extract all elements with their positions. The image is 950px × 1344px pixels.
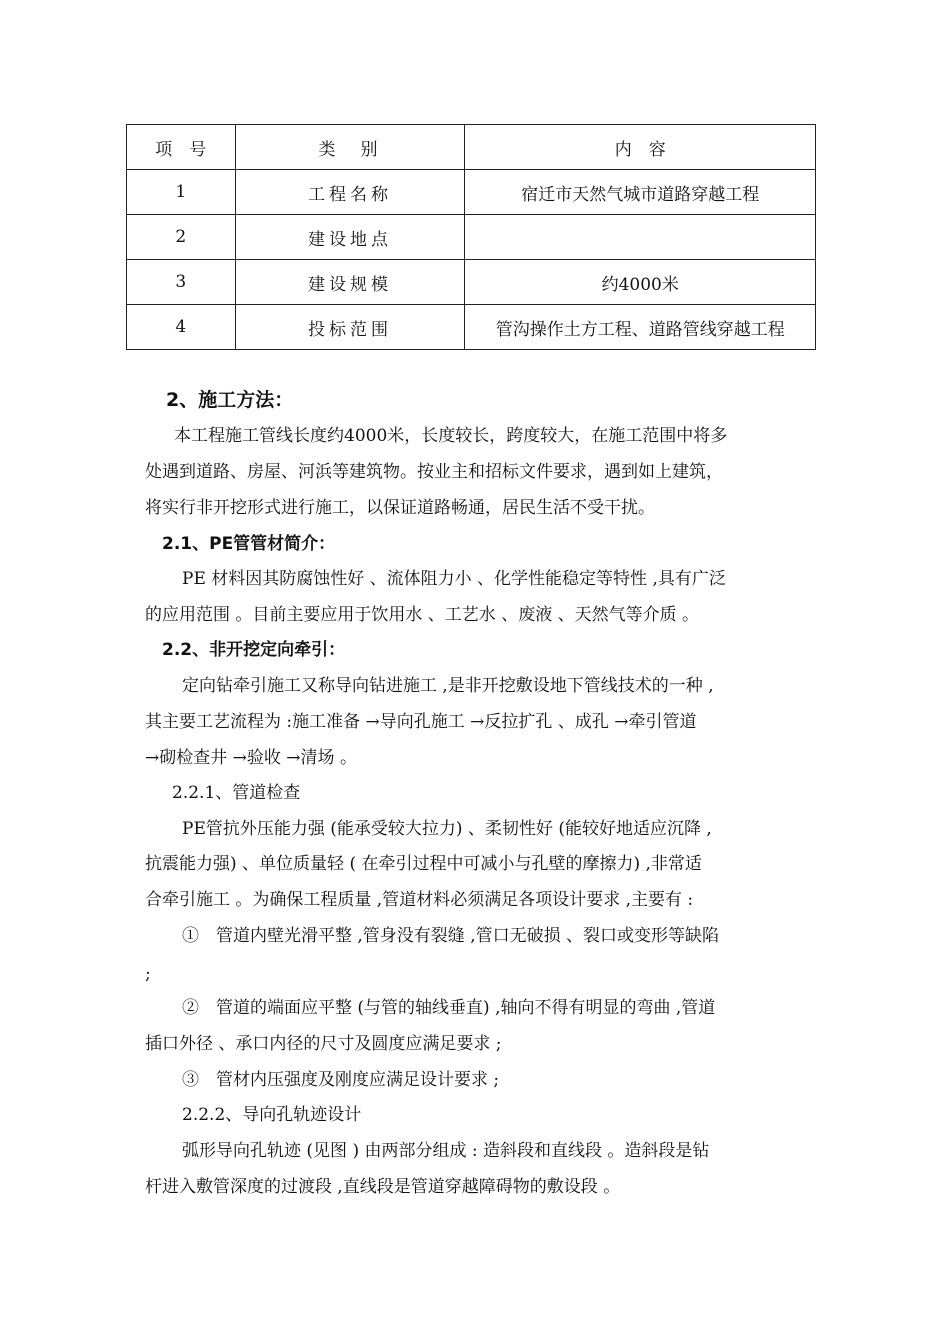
row-category: 投标范围 (235, 305, 465, 350)
paragraph-line: 的应用范围 。目前主要应用于饮用水 、工艺水 、废液 、天然气等介质 。 (145, 605, 700, 625)
header-no: 项 号 (127, 125, 236, 170)
paragraph-line: →砌检查井 →验收 →清场 。 (145, 748, 357, 768)
section-2-2-2-heading: 2.2.2、导向孔轨迹设计 (182, 1105, 362, 1125)
table-row (127, 215, 816, 260)
row-no: 1 (127, 170, 236, 215)
header-category: 类 别 (235, 125, 465, 170)
paragraph-line: 弧形导向孔轨迹 (见图 ) 由两部分组成 : 造斜段和直线段 。造斜段是钻 (182, 1141, 710, 1161)
row-no: 3 (127, 260, 236, 305)
list-item-continuation: ; (145, 964, 151, 984)
row-category: 工程名称 (235, 170, 465, 215)
paragraph-line: PE管抗外压能力强 (能承受较大拉力) 、柔韧性好 (能较好地适应沉降 , (182, 819, 712, 839)
table-header-row (127, 125, 816, 170)
paragraph-line: 合牵引施工 。为确保工程质量 ,管道材料必须满足各项设计要求 ,主要有 : (145, 890, 694, 910)
row-content: 管沟操作土方工程、道路管线穿越工程 (465, 305, 816, 350)
paragraph-line: 将实行非开挖形式进行施工，以保证道路畅通，居民生活不受干扰。 (145, 498, 655, 518)
paragraph-line: 杆进入敷管深度的过渡段 ,直线段是管道穿越障碍物的敷设段 。 (145, 1177, 621, 1197)
project-info-table (126, 124, 816, 350)
section-2-1-heading: 2.1、PE管管材简介： (162, 534, 336, 554)
section-2-heading: 2、施工方法： (166, 389, 294, 411)
table-row (127, 260, 816, 305)
header-content: 内 容 (465, 125, 816, 170)
list-item-continuation: 插口外径 、承口内径的尺寸及圆度应满足要求 ; (145, 1034, 502, 1054)
table-row (127, 305, 816, 350)
paragraph-line: PE 材料因其防腐蚀性好 、流体阻力小 、化学性能稳定等特性 ,具有广泛 (182, 569, 726, 589)
paragraph-line: 定向钻牵引施工又称导向钻进施工 ,是非开挖敷设地下管线技术的一种 , (182, 676, 714, 696)
list-item: ① 管道内壁光滑平整 ,管身没有裂缝 ,管口无破损 、裂口或变形等缺陷 (182, 926, 720, 946)
table-row (127, 170, 816, 215)
row-category: 建设地点 (235, 215, 465, 260)
row-category: 建设规模 (235, 260, 465, 305)
section-2-2-1-heading: 2.2.1、管道检查 (172, 783, 301, 803)
paragraph-line: 抗震能力强) 、单位质量轻 ( 在牵引过程中可减小与孔壁的摩擦力) ,非常适 (145, 854, 702, 874)
paragraph-line: 处遇到道路、房屋、河浜等建筑物。按业主和招标文件要求，遇到如上建筑， (145, 462, 723, 482)
paragraph-line: 其主要工艺流程为 :施工准备 →导向孔施工 →反拉扩孔 、成孔 →牵引管道 (145, 712, 697, 732)
row-no: 2 (127, 215, 236, 260)
row-content: 宿迁市天然气城市道路穿越工程 (465, 170, 816, 215)
list-item: ② 管道的端面应平整 (与管的轴线垂直) ,轴向不得有明显的弯曲 ,管道 (182, 998, 716, 1018)
section-2-2-heading: 2.2、非开挖定向牵引： (162, 640, 346, 660)
paragraph-line: 本工程施工管线长度约4000米，长度较长，跨度较大，在施工范围中将多 (174, 426, 728, 446)
row-no: 4 (127, 305, 236, 350)
list-item: ③ 管材内压强度及刚度应满足设计要求 ; (182, 1070, 500, 1090)
row-content: 约4000米 (465, 260, 816, 305)
row-content (465, 215, 816, 260)
